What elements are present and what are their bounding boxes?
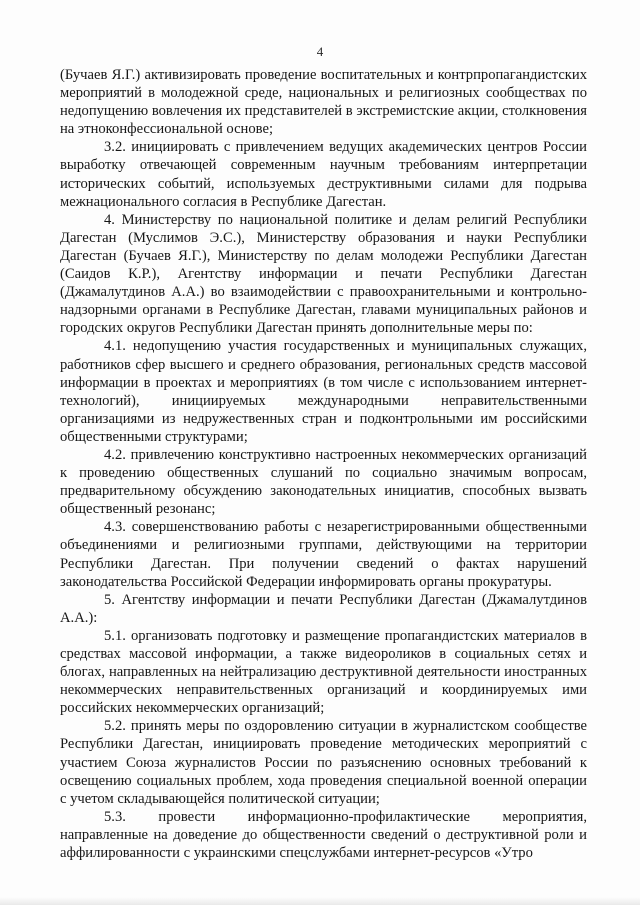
paragraph-4: 4. Министерству по национальной политике и делам религий Республики Дагестан (Муслимов Э.С.), Министерству образования и науки Республики Дагестан (Бучаев Я.Г.), Министерству по делам молодежи Республики Дагестан (Саидов К.Р.), Агентству информации и печати Республики Дагестан (Джамалутдинов А.А.) во взаимодействии с правоохранительными и контрольно-надзорными органами в Республике Дагестан, главами муниципальных районов и городских округов Республики Дагестан принять дополнительные меры по:	[60, 211, 587, 337]
paragraph-5-1: 5.1. организовать подготовку и размещение пропагандистских материалов в средствах массовой информации, а также видеороликов в социальных сетях и блогах, направленных на нейтрализацию деструктивной деятельности иностранных некоммерческих неправительственных организаций и координируемых ими российских некоммерческих организаций;	[60, 627, 587, 717]
paragraph-4-2: 4.2. привлечению конструктивно настроенных некоммерческих организаций к проведению общественных слушаний по социально значимым вопросам, предварительному обсуждению законодательных инициатив, способных вызвать общественный резонанс;	[60, 446, 587, 518]
page-number: 4	[316, 44, 324, 59]
scan-bottom-edge	[0, 897, 640, 905]
paragraph-5: 5. Агентству информации и печати Республики Дагестан (Джамалутдинов А.А.):	[60, 591, 587, 626]
paragraph-3-2: 3.2. инициировать с привлечением ведущих академических центров России выработку отвечающей современным научным требованиям интерпретации исторических событий, используемых деструктивными силами для подрыва межнационального согласия в Республике Дагестан.	[60, 139, 587, 210]
paragraph-5-2: 5.2. принять меры по оздоровлению ситуации в журналистском сообществе Республики Дагестан, инициировать проведение методических мероприятий с участием Союза журналистов России по разъяснению основных требований к освещению социальных проблем, хода проведения специальной военной операции с учетом складывающейся политической ситуации;	[60, 718, 587, 807]
paragraph-3-1-continuation: (Бучаев Я.Г.) активизировать проведение воспитательных и контрпропагандистских мероприятий в молодежной среде, национальных и религиозных сообществах по недопущению вовлечения их представителей в экстремистские акции, столкновения на этноконфессиональной основе;	[60, 67, 587, 138]
paragraph-4-3: 4.3. совершенствованию работы с незарегистрированными общественными объединениями и религиозными группами, действующими на территории Республики Дагестан. При получении сведений о фактах нарушений законодательства Российской Федерации информировать органы прокуратуры.	[60, 519, 587, 590]
document-body	[60, 66, 587, 862]
paragraph-5-3: 5.3. провести информационно-профилактические мероприятия, направленные на доведение до общественности сведений о деструктивной роли и аффилированности с украинскими спецслужбами интернет-ресурсов «Утро	[60, 808, 587, 862]
paragraph-4-1: 4.1. недопущению участия государственных и муниципальных служащих, работников сфер высшего и среднего образования, региональных средств массовой информации в проектах и мероприятиях (в том числе с использованием интернет-технологий), инициируемых международными неправительственными организациями из недружественных стран и подконтрольными им российскими общественными структурами;	[60, 338, 587, 445]
